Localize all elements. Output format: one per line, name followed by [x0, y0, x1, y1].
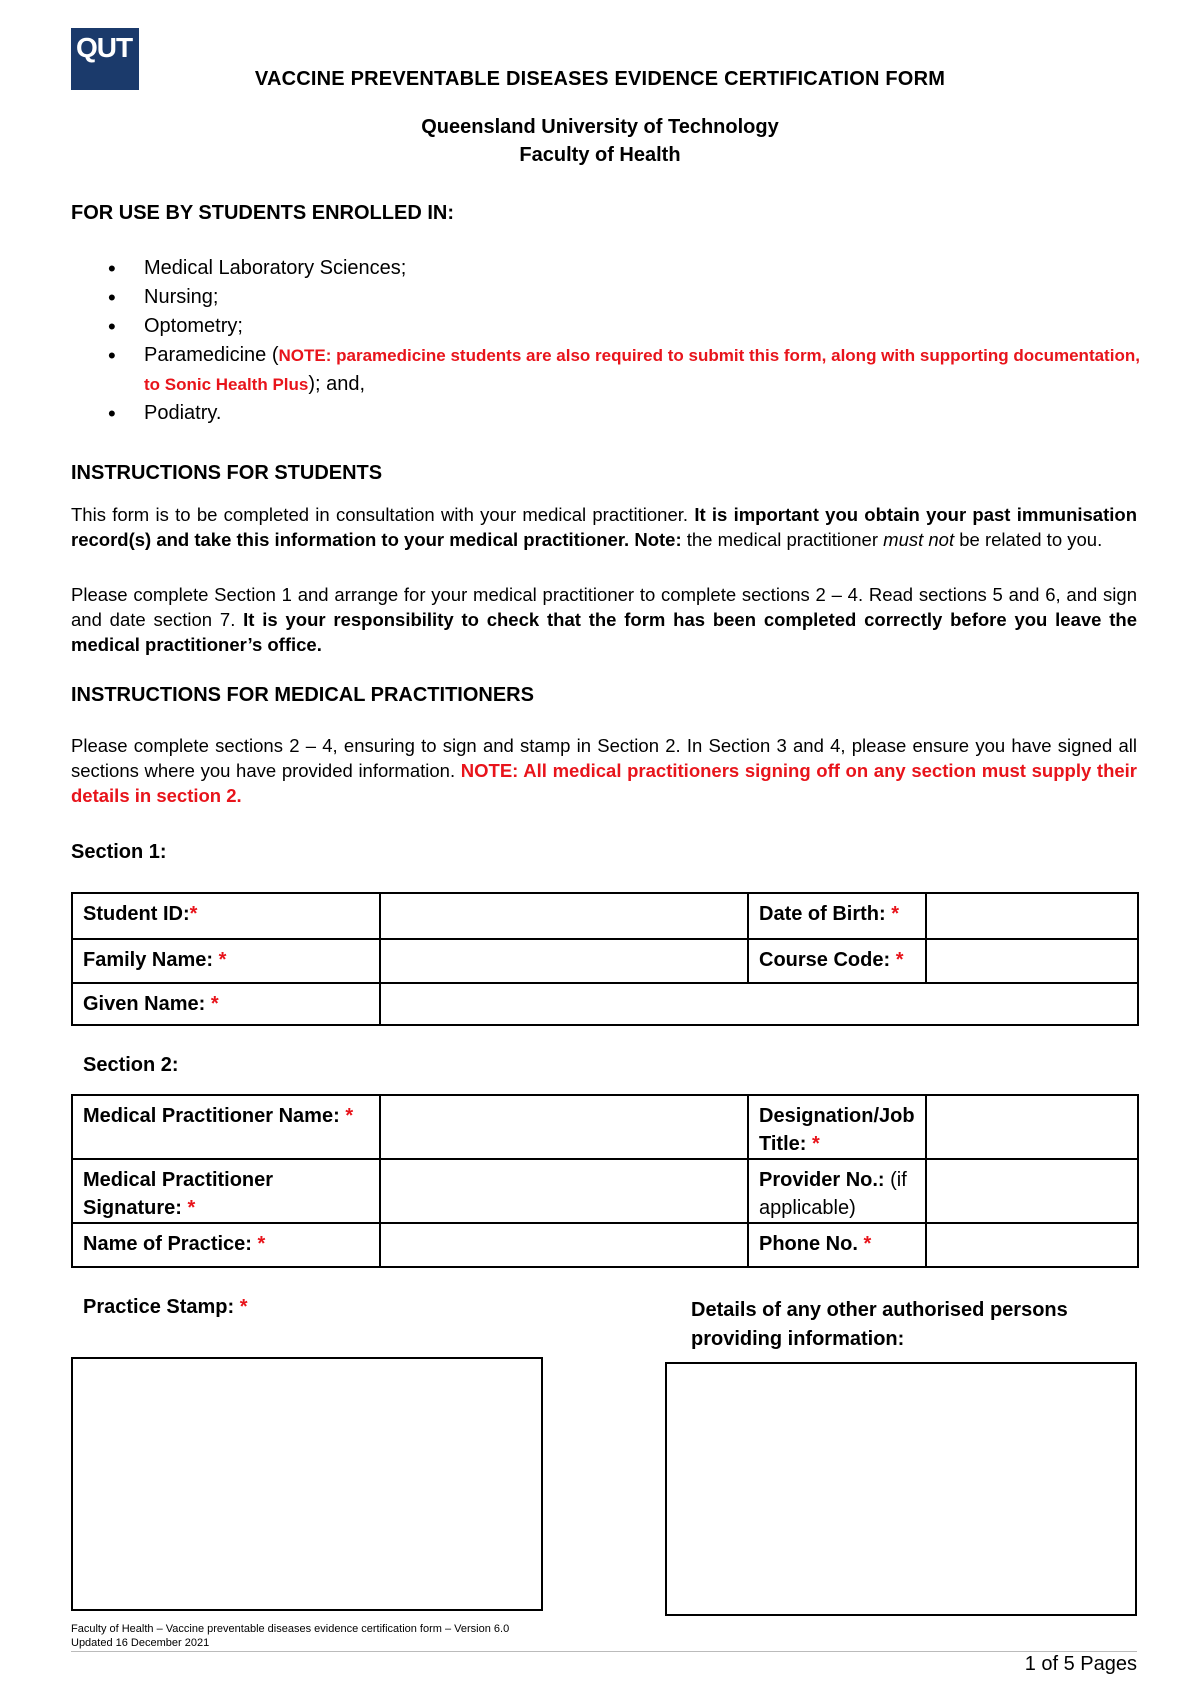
university-name: Queensland University of Technology — [421, 116, 779, 138]
given-name-label: Given Name: * — [72, 983, 380, 1025]
list-item: • Nursing; — [100, 283, 1140, 312]
family-name-label: Family Name: * — [72, 939, 380, 983]
practice-stamp-label: Practice Stamp: * — [83, 1296, 248, 1318]
list-item: • Paramedicine (NOTE: paramedicine students are also required to submit this form, along with supporting documentation, to Sonic Health Plus); and, — [100, 341, 1140, 399]
course-list — [100, 254, 1140, 428]
course-code-field[interactable] — [926, 939, 1138, 983]
paramedicine-note: NOTE: paramedicine students are also required to submit this form, along with supporting documentation, to Sonic Health Plus — [144, 346, 1140, 394]
practitioners-heading: INSTRUCTIONS FOR MEDICAL PRACTITIONERS — [71, 684, 534, 706]
designation-label: Designation/Job Title: * — [748, 1095, 926, 1159]
practice-name-field[interactable] — [380, 1223, 748, 1267]
provider-no-label: Provider No.: (if applicable) — [748, 1159, 926, 1223]
student-id-label: Student ID:* — [72, 893, 380, 939]
section-2-table — [71, 1094, 1139, 1268]
form-title: VACCINE PREVENTABLE DISEASES EVIDENCE CERTIFICATION FORM — [254, 68, 946, 90]
given-name-field[interactable] — [380, 983, 1138, 1025]
enrolled-heading: FOR USE BY STUDENTS ENROLLED IN: — [71, 202, 454, 224]
practice-stamp-box[interactable] — [71, 1357, 543, 1611]
list-item: • Optometry; — [100, 312, 1140, 341]
footer-updated: Updated 16 December 2021 — [71, 1637, 210, 1649]
students-paragraph-1: This form is to be completed in consultation with your medical practitioner. It is important you obtain your past immunisation record(s) and take this information to your medical practitioner. Note: the medical practitioner must not be related to you. — [71, 504, 1137, 550]
mp-signature-label: Medical Practitioner Signature: * — [72, 1159, 380, 1223]
phone-field[interactable] — [926, 1223, 1138, 1267]
student-id-field[interactable] — [380, 893, 748, 939]
other-persons-box[interactable] — [665, 1362, 1137, 1616]
footer-divider — [71, 1651, 1137, 1652]
faculty-name: Faculty of Health — [519, 144, 681, 166]
provider-no-field[interactable] — [926, 1159, 1138, 1223]
mp-name-field[interactable] — [380, 1095, 748, 1159]
students-heading: INSTRUCTIONS FOR STUDENTS — [71, 462, 383, 484]
practitioners-paragraph: Please complete sections 2 – 4, ensuring to sign and stamp in Section 2. In Section 3 and 4, please ensure you have signed all sections where you have provided information. NOTE: All medical practitioners signing off on any section must supply their details in section 2. — [71, 735, 1137, 806]
mp-signature-field[interactable] — [380, 1159, 748, 1223]
students-paragraph-2: Please complete Section 1 and arrange for your medical practitioner to complete sections 2 – 4. Read sections 5 and 6, and sign and date section 7. It is your responsibility to check that the form has been completed correctly before you leave the medical practitioner’s office. — [71, 584, 1137, 655]
family-name-field[interactable] — [380, 939, 748, 983]
section-2-heading: Section 2: — [83, 1054, 179, 1076]
practice-name-label: Name of Practice: * — [72, 1223, 380, 1267]
other-persons-label: Details of any other authorised persons providing information: — [691, 1299, 1068, 1350]
list-item: • Podiatry. — [100, 399, 1140, 428]
page-number: 1 of 5 Pages — [1024, 1653, 1137, 1675]
designation-field[interactable] — [926, 1095, 1138, 1159]
dob-field[interactable] — [926, 893, 1138, 939]
qut-logo: QUT — [71, 28, 139, 90]
phone-label: Phone No. * — [748, 1223, 926, 1267]
dob-label: Date of Birth: * — [748, 893, 926, 939]
footer-version: Faculty of Health – Vaccine preventable diseases evidence certification form – Version 6.0 — [71, 1623, 510, 1635]
section-1-heading: Section 1: — [71, 841, 167, 863]
course-code-label: Course Code: * — [748, 939, 926, 983]
list-item: • Medical Laboratory Sciences; — [100, 254, 1140, 283]
mp-name-label: Medical Practitioner Name: * — [72, 1095, 380, 1159]
section-1-table — [71, 892, 1139, 1026]
